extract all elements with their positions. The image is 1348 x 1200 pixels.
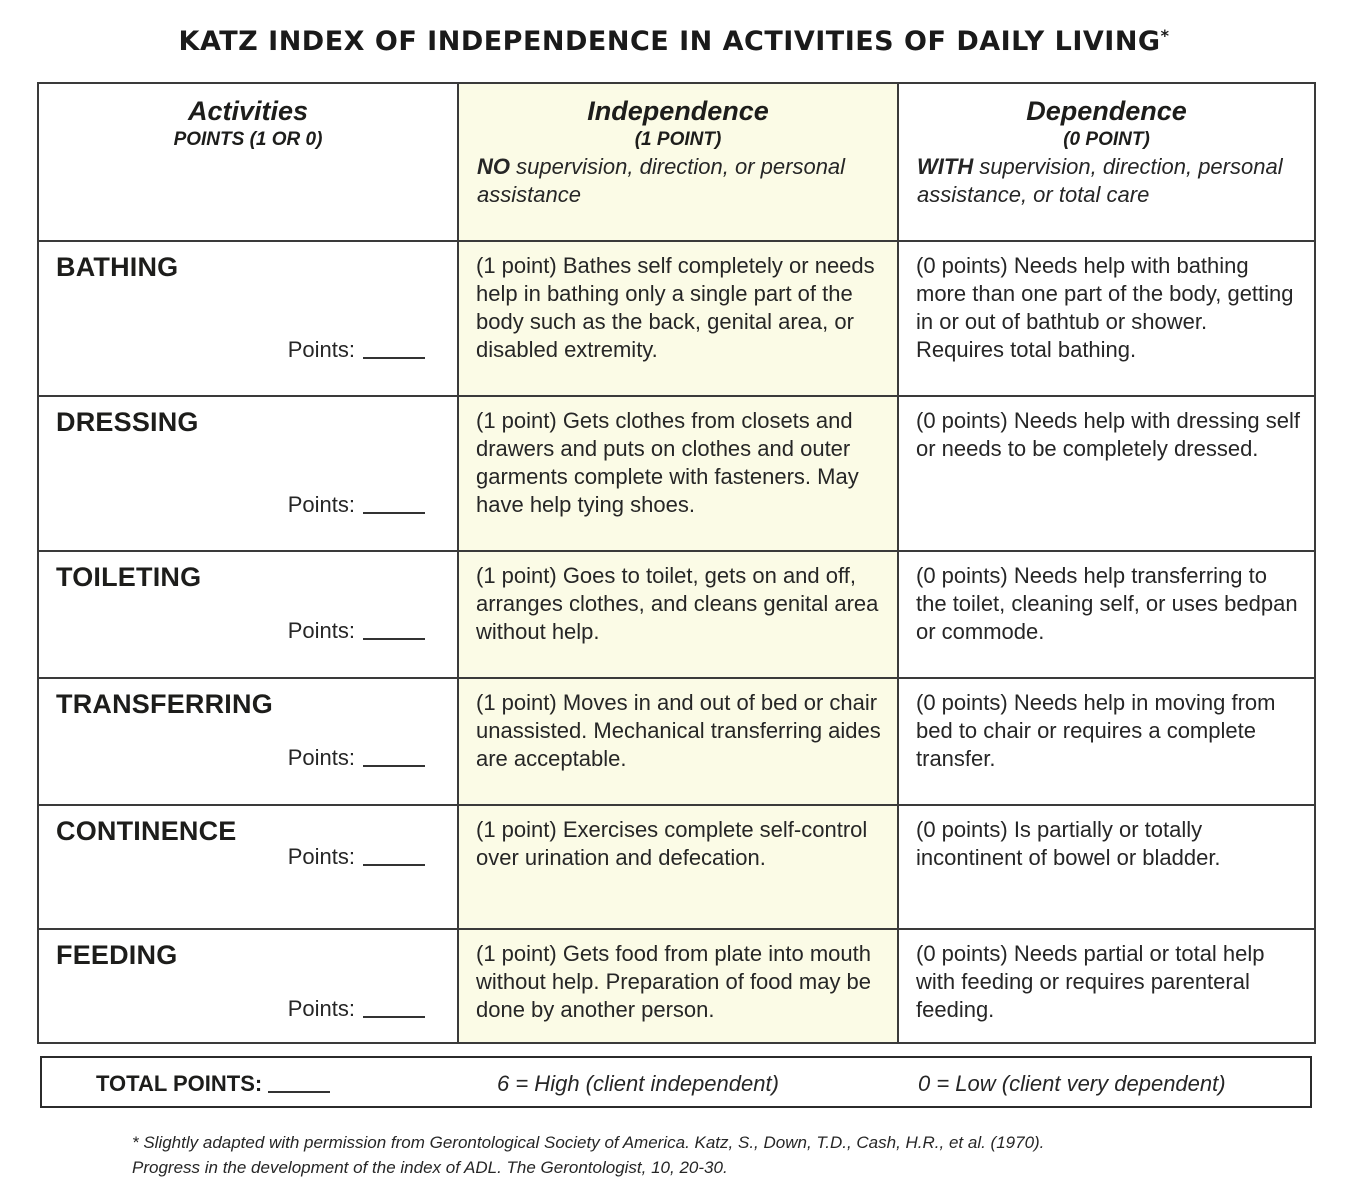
- activity-cell-transferring: [38, 678, 458, 805]
- independence-cell: [458, 929, 898, 1043]
- points-field[interactable]: [288, 618, 425, 644]
- title-text: KATZ INDEX OF INDEPENDENCE IN ACTIVITIES OF DAILY LIVING: [178, 26, 1161, 57]
- footnote-line-1: * Slightly adapted with permission from Gerontological Society of America. Katz, S., Down, T.D., Cash, H.R., et al. (1970).: [132, 1133, 1045, 1152]
- dependence-text: (0 points) Needs partial or total help with feeding or requires parenteral feeding.: [916, 941, 1265, 1022]
- points-blank[interactable]: [363, 494, 425, 514]
- dependence-text: (0 points) Needs help with dressing self or needs to be completely dressed.: [916, 408, 1300, 461]
- points-field[interactable]: [288, 337, 425, 363]
- header-dependence-title: Dependence: [1026, 96, 1187, 126]
- points-field[interactable]: [288, 492, 425, 518]
- katz-index-table: [37, 82, 1316, 1044]
- activity-name: FEEDING: [56, 940, 178, 970]
- header-independence-sub: (1 POINT): [634, 129, 722, 150]
- points-field[interactable]: [288, 996, 425, 1022]
- header-dependence-lead: WITH: [917, 154, 974, 179]
- dependence-cell: [898, 929, 1315, 1043]
- total-points-blank[interactable]: [268, 1073, 330, 1093]
- dependence-cell: [898, 241, 1315, 396]
- total-points-field[interactable]: [96, 1071, 330, 1097]
- dependence-cell: [898, 396, 1315, 551]
- points-field[interactable]: [288, 844, 425, 870]
- points-label: Points:: [287, 618, 355, 643]
- dependence-text: (0 points) Needs help with bathing more than one part of the body, getting in or out of bathtub or shower. Requires total bathing.: [916, 253, 1294, 362]
- independence-text: (1 point) Gets food from plate into mouth without help. Preparation of food may be done by another person.: [476, 941, 872, 1022]
- activity-cell-bathing: [38, 241, 458, 396]
- header-independence-title: Independence: [587, 96, 769, 126]
- dependence-cell: [898, 805, 1315, 929]
- points-blank[interactable]: [363, 747, 425, 767]
- header-activities-sub: POINTS (1 OR 0): [173, 129, 323, 150]
- header-dependence-text: supervision, direction, personal assistance, or total care: [917, 154, 1283, 207]
- activity-cell-dressing: [38, 396, 458, 551]
- table-row: [38, 241, 1315, 396]
- activity-name: CONTINENCE: [56, 816, 237, 846]
- header-dependence-sub: (0 POINT): [1063, 129, 1150, 150]
- header-activities: [38, 83, 458, 241]
- table-row: [38, 396, 1315, 551]
- header-independence-text: supervision, direction, or personal assistance: [477, 154, 846, 207]
- title-footnote-marker: *: [1160, 26, 1170, 45]
- score-low-legend: 0 = Low (client very dependent): [918, 1071, 1226, 1096]
- points-blank[interactable]: [363, 339, 425, 359]
- independence-cell: [458, 241, 898, 396]
- activity-name: BATHING: [56, 252, 179, 282]
- header-dependence-desc: [917, 153, 1298, 209]
- table-row: [38, 551, 1315, 678]
- activity-cell-continence: [38, 805, 458, 929]
- table-row: [38, 678, 1315, 805]
- total-points-bar: [40, 1056, 1312, 1108]
- dependence-text: (0 points) Is partially or totally incontinent of bowel or bladder.: [916, 817, 1221, 870]
- header-independence: [458, 83, 898, 241]
- header-independence-desc: [477, 153, 881, 209]
- document-title: [0, 26, 1348, 57]
- points-field[interactable]: [288, 745, 425, 771]
- independence-text: (1 point) Moves in and out of bed or chair unassisted. Mechanical transferring aides are acceptable.: [476, 690, 881, 771]
- header-dependence: [898, 83, 1315, 241]
- points-label: Points:: [287, 996, 355, 1021]
- independence-cell: [458, 805, 898, 929]
- independence-text: (1 point) Exercises complete self-control over urination and defecation.: [476, 817, 868, 870]
- points-blank[interactable]: [363, 998, 425, 1018]
- independence-text: (1 point) Bathes self completely or needs help in bathing only a single part of the body such as the back, genital area, or disabled extremity.: [476, 253, 875, 362]
- independence-cell: [458, 396, 898, 551]
- header-activities-title: Activities: [187, 96, 309, 126]
- independence-text: (1 point) Goes to toilet, gets on and off, arranges clothes, and cleans genital area without help.: [476, 563, 879, 644]
- table-row: [38, 805, 1315, 929]
- table-header-row: [38, 83, 1315, 241]
- points-label: Points:: [287, 337, 355, 362]
- independence-text: (1 point) Gets clothes from closets and drawers and puts on clothes and outer garments complete with fasteners. May have help tying shoes.: [476, 408, 859, 517]
- dependence-cell: [898, 551, 1315, 678]
- points-label: Points:: [287, 745, 355, 770]
- total-points-label: TOTAL POINTS:: [96, 1071, 263, 1096]
- activity-cell-toileting: [38, 551, 458, 678]
- footnote-line-2: Progress in the development of the index of ADL. The Gerontologist, 10, 20-30.: [132, 1158, 728, 1177]
- score-high-legend: 6 = High (client independent): [497, 1071, 779, 1096]
- independence-cell: [458, 551, 898, 678]
- points-label: Points:: [287, 844, 355, 869]
- footnote: [132, 1130, 1282, 1180]
- points-label: Points:: [287, 492, 355, 517]
- points-blank[interactable]: [363, 620, 425, 640]
- dependence-text: (0 points) Needs help in moving from bed to chair or requires a complete transfer.: [916, 690, 1276, 771]
- activity-name: TOILETING: [56, 562, 202, 592]
- dependence-text: (0 points) Needs help transferring to the toilet, cleaning self, or uses bedpan or commode.: [916, 563, 1298, 644]
- dependence-cell: [898, 678, 1315, 805]
- activity-name: TRANSFERRING: [56, 689, 273, 719]
- table-row: [38, 929, 1315, 1043]
- independence-cell: [458, 678, 898, 805]
- header-independence-lead: NO: [477, 154, 510, 179]
- activity-cell-feeding: [38, 929, 458, 1043]
- points-blank[interactable]: [363, 846, 425, 866]
- activity-name: DRESSING: [56, 407, 199, 437]
